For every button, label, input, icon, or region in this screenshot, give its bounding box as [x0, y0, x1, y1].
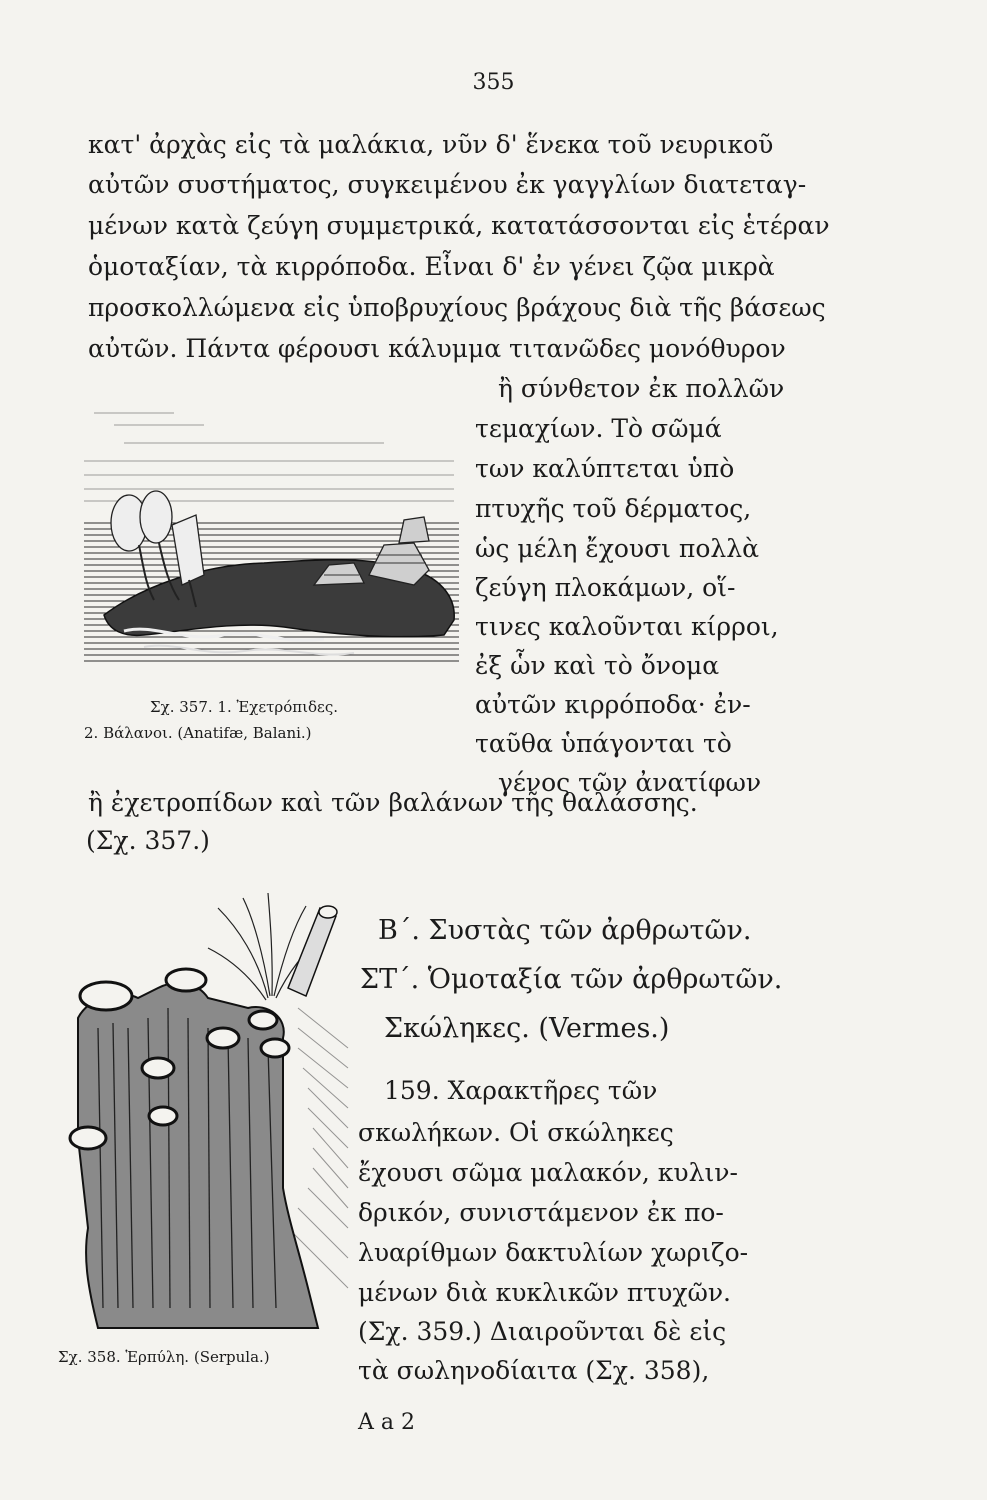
text-line: μένων διὰ κυκλικῶν πτυχῶν.: [358, 1278, 731, 1307]
figure-caption: 2. Βάλανοι. (Anatifæ, Balani.): [84, 724, 312, 742]
text-line: κατ' ἀρχὰς εἰς τὰ μαλάκια, νῦν δ' ἕνεκα τοῦ νευρικοῦ: [88, 130, 774, 159]
text-line: των καλύπτεται ὑπὸ: [475, 454, 735, 483]
text-line: δρικόν, συνιστάμενον ἐκ πο-: [358, 1198, 724, 1227]
text-line: ταῦθα ὑπάγονται τὸ: [475, 729, 732, 758]
text-line: σκωλήκων. Οἱ σκώληκες: [358, 1118, 674, 1147]
figure-caption: Σχ. 358. Ἑρπύλη. (Serpula.): [58, 1348, 270, 1366]
text-line: ὁμοταξίαν, τὰ κιρρόποδα. Εἶναι δ' ἐν γένει ζῷα μικρὰ: [88, 252, 775, 281]
text-line: αὐτῶν συστήματος, συγκειμένου ἐκ γαγγλίων διατεταγ-: [88, 170, 807, 199]
text-line: αὐτῶν κιρρόποδα· ἐν-: [475, 690, 751, 719]
text-line: τινες καλοῦνται κίρροι,: [475, 612, 779, 641]
text-line: λυαρίθμων δακτυλίων χωριζο-: [358, 1238, 749, 1267]
text-line: τεμαχίων. Τὸ σῶμά: [475, 414, 722, 443]
figure-caption: Σχ. 357. 1. Ἐχετρόπιδες.: [150, 698, 338, 716]
figure-barnacles-illustration: [84, 395, 459, 685]
text-line: ἢ ἐχετροπίδων καὶ τῶν βαλάνων τῆς θαλάσσης.: [88, 788, 698, 817]
text-line: ἐξ ὧν καὶ τὸ ὄνομα: [475, 651, 720, 680]
text-line: γένος τῶν ἀνατίφων: [498, 768, 762, 797]
section-heading: ΣΤ΄. Ὁμοταξία τῶν ἀρθρωτῶν.: [360, 964, 783, 995]
figure-serpula-illustration: [58, 888, 353, 1336]
text-line: (Σχ. 359.) Διαιροῦνται δὲ εἰς: [358, 1317, 727, 1346]
section-heading: Β΄. Συστὰς τῶν ἀρθρωτῶν.: [378, 915, 752, 946]
text-line: ζεύγη πλοκάμων, οἵ-: [475, 573, 736, 602]
text-line: 159. Χαρακτῆρες τῶν: [384, 1076, 658, 1105]
text-line: τὰ σωληνοδίαιτα (Σχ. 358),: [358, 1356, 710, 1385]
text-line: πτυχῆς τοῦ δέρματος,: [475, 494, 752, 523]
text-line: μένων κατὰ ζεύγη συμμετρικά, κατατάσσονται εἰς ἑτέραν: [88, 211, 830, 240]
text-line: ὡς μέλη ἔχουσι πολλὰ: [475, 534, 759, 563]
text-line: ἔχουσι σῶμα μαλακόν, κυλιν-: [358, 1158, 738, 1187]
text-line: ἢ σύνθετον ἐκ πολλῶν: [498, 374, 785, 403]
text-line: (Σχ. 357.): [86, 826, 210, 855]
page-number: 355: [472, 70, 515, 95]
text-line: αὐτῶν. Πάντα φέρουσι κάλυμμα τιτανῶδες μονόθυρον: [88, 334, 786, 363]
text-line: προσκολλώμενα εἰς ὑποβρυχίους βράχους διὰ τῆς βάσεως: [88, 293, 826, 322]
signature-mark: Α a 2: [358, 1410, 415, 1435]
section-heading: Σκώληκες. (Vermes.): [384, 1013, 670, 1044]
